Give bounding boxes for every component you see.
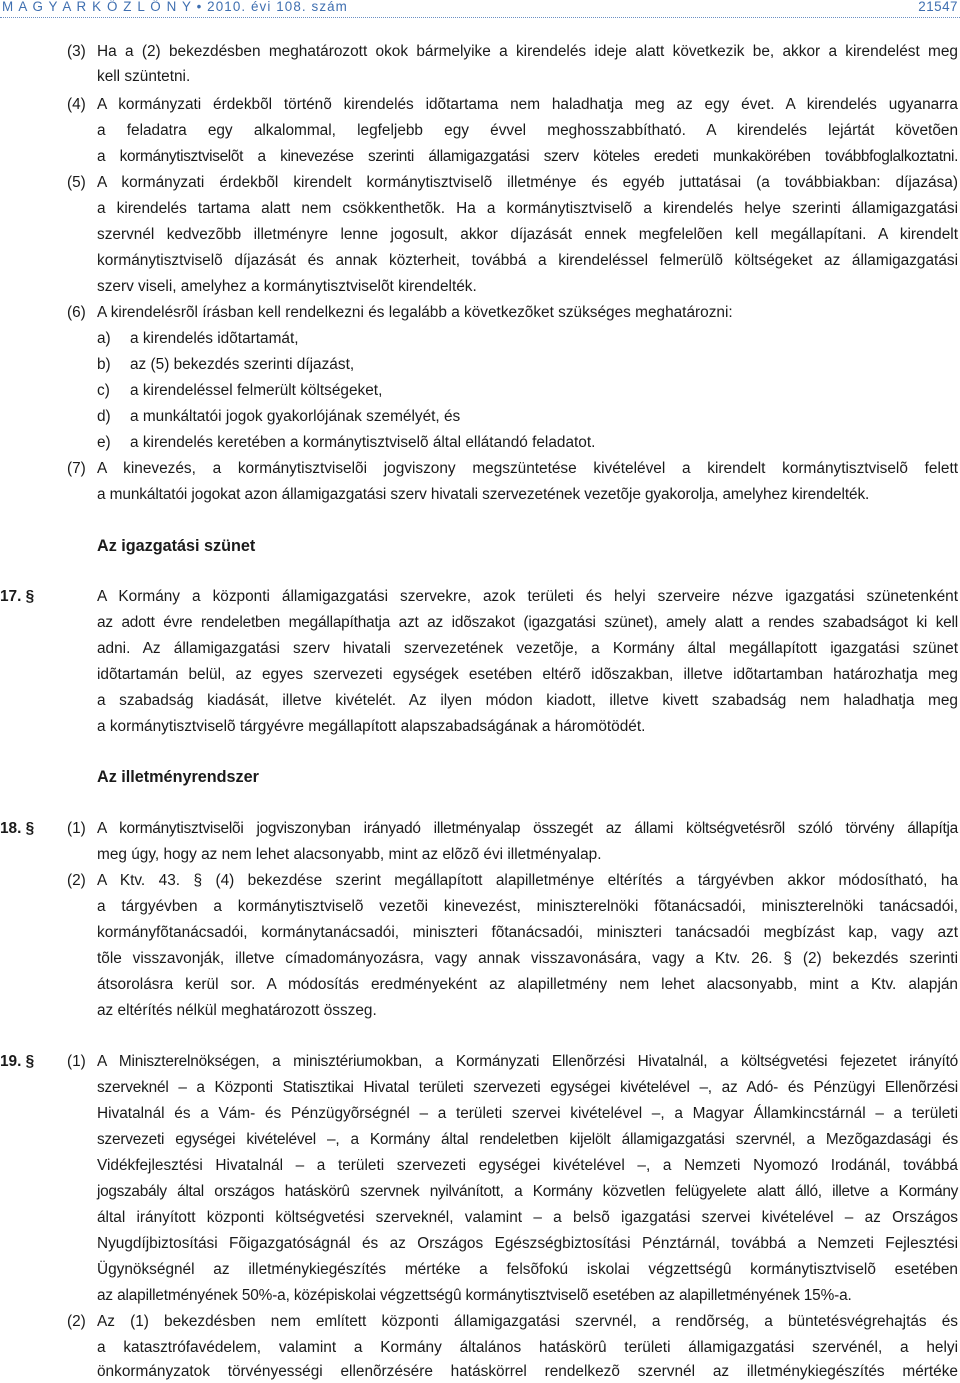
section-heading: Az igazgatási szünet bbox=[97, 537, 256, 555]
list-item-text: a kirendeléssel felmerült költségeket, bbox=[130, 382, 383, 399]
section-number: 19. § bbox=[0, 1053, 35, 1070]
text-line: kell szüntetni. bbox=[97, 68, 191, 85]
text-line: a szabadság kiadását, illetve kivételét. Az ilyen módon kiadott, illetve kivett szabadság nem haladhatja meg bbox=[97, 692, 958, 709]
text-line: A Miniszterelnökségen, a minisztériumokban, a Kormányzati Ellenõrzési Hivatalnál, a költségvetési fejezetet irányító bbox=[97, 1053, 958, 1070]
text-line: a munkáltatói jogokat azon államigazgatási szerv hivatali szervezetének vezetõje gyakorolja, amelyhez kirendelték. bbox=[97, 486, 870, 503]
paragraph-label: (3) bbox=[67, 43, 86, 60]
paragraph-label: (2) bbox=[67, 1313, 86, 1330]
list-item-letter: e) bbox=[97, 434, 111, 451]
text-line: A Ktv. 43. § (4) bekezdése szerint megállapított alapilletménye eltérítés a tárgyévben akkor módosítható, ha bbox=[97, 872, 958, 889]
text-line: Az (1) bekezdésben nem említett központi államigazgatási szervnél, a rendõrség, a büntetésvégrehajtás és bbox=[97, 1313, 958, 1330]
text-line: kormányfõtanácsadói, kormánytanácsadói, miniszteri fõtanácsadói, miniszteri tanácsadói megbízást kap, vagy azt bbox=[97, 924, 958, 941]
text-line: a tárgyévben a kormánytisztviselõ vezetõi kinevezést, miniszterelnöki fõtanácsadói, miniszterelnöki tanácsadói, bbox=[97, 898, 958, 915]
text-line: Nyugdíjbiztosítási Fõigazgatóságnál és az Országos Egészségbiztosítási Pénztárnál, továbbá a Nemzeti Fejlesztési bbox=[97, 1235, 958, 1252]
text-line: Hivatalnál és a Vám- és Pénzügyõrségnél – a területi szervei kivételével –, a Magyar Államkincstárnál – a területi bbox=[97, 1105, 958, 1122]
paragraph-label: (1) bbox=[67, 820, 86, 837]
section-number: 18. § bbox=[0, 820, 35, 837]
text-line: a katasztrófavédelem, valamint a Kormány általános hatáskörû területi államigazgatási szervénél, a helyi bbox=[97, 1339, 958, 1356]
text-line: az adott évre rendeletben megállapíthatja azt az idõszakot (igazgatási szünet), amely alatt a rendes szabadságot ki kell bbox=[97, 614, 958, 631]
text-line: a kormánytisztviselõ tárgyévre megállapított alapszabadságának a háromötödét. bbox=[97, 718, 646, 735]
paragraph-label: (5) bbox=[67, 174, 86, 191]
list-item-letter: b) bbox=[97, 356, 111, 373]
page-header bbox=[0, 0, 960, 22]
text-line: önkormányzatok törvényességi ellenõrzésére hatáskörrel rendelkezõ szervnél az illetménykiegészítés mértéke bbox=[97, 1363, 958, 1380]
text-line: A kormányzati érdekbõl kirendelt kormánytisztviselõ illetménye és egyéb juttatásai (a továbbiakban: díjazása) bbox=[97, 174, 958, 191]
publication-title: M A G Y A R K Ö Z L Ö N Y • 2010. évi 108. szám bbox=[2, 0, 348, 14]
text-line: átsorolásra kerül sor. A módosítás eredményeként az alapilletmény nem lehet alacsonyabb, mint a Ktv. alapján bbox=[97, 976, 958, 993]
paragraph-label: (7) bbox=[67, 460, 86, 477]
paragraph-label: (6) bbox=[67, 304, 86, 321]
text-line: kormánytisztviselõ díjazását és annak közterheit, továbbá a kirendeléssel felmerülõ költségeket az államigazgatási bbox=[97, 252, 958, 269]
text-line: szerv viseli, amelyhez a kormánytisztviselõt kirendelték. bbox=[97, 278, 477, 295]
text-line: idõtartamán belül, az egyes szervezeti egységek esetében eltérõ idõszakban, illetve idõtartamban határozhatja meg bbox=[97, 666, 958, 683]
text-line: szervnél kedvezõbb illetményre lenne jogosult, akkor díjazását ennek megfelelõen kell megállapítani. A kirendelt bbox=[97, 226, 958, 243]
text-line: A kormánytisztviselõi jogviszonyban irányadó illetményalap összegét az állami költségvetésrõl szóló törvény állapítja bbox=[97, 820, 958, 837]
section-number: 17. § bbox=[0, 588, 35, 605]
text-line: Ügynökségnél az illetménykiegészítés mértéke a felsõfokú iskolai végzettségû kormánytisztviselõ esetében bbox=[97, 1261, 958, 1278]
text-line: tõle visszavonják, illetve címadományozásra, vagy annak visszavonására, vagy a Ktv. 26. § (2) bekezdés szerinti bbox=[97, 950, 958, 967]
list-item-letter: d) bbox=[97, 408, 111, 425]
section-heading: Az illetményrendszer bbox=[97, 768, 259, 786]
header-divider bbox=[0, 17, 960, 18]
text-line: Ha a (2) bekezdésben meghatározott okok bármelyike a kirendelés ideje alatt következik be, akkor a kirendelést meg bbox=[97, 43, 958, 60]
text-line: meg úgy, hogy az nem lehet alacsonyabb, mint az elõzõ évi illetményalap. bbox=[97, 846, 602, 863]
list-item-letter: c) bbox=[97, 382, 110, 399]
text-line: az eltérítés nélkül meghatározott összeg. bbox=[97, 1002, 377, 1019]
paragraph-label: (2) bbox=[67, 872, 86, 889]
text-line: A kinevezés, a kormánytisztviselõi jogviszony megszüntetése kivételével a kirendelt kormánytisztviselõ felett bbox=[97, 460, 958, 477]
text-line: A kormányzati érdekbõl történõ kirendelés idõtartama nem haladhatja meg az egy évet. A kirendelés ugyanarra bbox=[97, 96, 958, 113]
page-number: 21547 bbox=[918, 0, 958, 14]
text-line: adni. Az államigazgatási szerv hivatali szervezetének vezetõje, a Kormány által megállapított igazgatási szünet bbox=[97, 640, 958, 657]
paragraph-label: (1) bbox=[67, 1053, 86, 1070]
text-line: jogszabály által országos hatáskörû szervnek nyilvánított, a Kormány közvetlen felügyelete alatt álló, illetve a Kormány bbox=[97, 1183, 958, 1200]
text-line: a feladatra egy alkalommal, legfeljebb egy évvel meghosszabbítható. A kirendelés lejártát követõen bbox=[97, 122, 958, 139]
text-line: által irányított központi költségvetési szerveknél, valamint – a belsõ igazgatási szervei kivételével – az Országos bbox=[97, 1209, 958, 1226]
text-line: a kirendelés tartama alatt nem csökkenthetõk. Ha a kormánytisztviselõ a kirendelés helye szerinti államigazgatási bbox=[97, 200, 958, 217]
paragraph-label: (4) bbox=[67, 96, 86, 113]
text-line: az alapilletményének 50%-a, középiskolai végzettségû kormánytisztviselõ esetében az alapilletményének 15%-a. bbox=[97, 1287, 852, 1304]
list-item-text: a munkáltatói jogok gyakorlójának személyét, és bbox=[130, 408, 461, 425]
list-item-text: a kirendelés idõtartamát, bbox=[130, 330, 299, 347]
list-item-letter: a) bbox=[97, 330, 111, 347]
list-item-text: a kirendelés keretében a kormánytisztviselõ által ellátandó feladatot. bbox=[130, 434, 596, 451]
list-item-text: az (5) bekezdés szerinti díjazást, bbox=[130, 356, 355, 373]
text-line: szerveknél – a Központi Statisztikai Hivatal területi szervezeti egységei kivételével –, az Adó- és Pénzügyi Ellenõrzési bbox=[97, 1079, 958, 1096]
text-line: szervezeti egységei kivételével –, a Kormány által rendeletben kijelölt államigazgatási szervnél, a Mezõgazdasági és bbox=[97, 1131, 958, 1148]
text-line: A Kormány a központi államigazgatási szervekre, azok területi és helyi szerveire nézve igazgatási szünetenként bbox=[97, 588, 958, 605]
text-line: a kormánytisztviselõt a kinevezése szerinti államigazgatási szerv köteles eredeti munkakörében továbbfoglalkoztatni. bbox=[97, 148, 958, 165]
text-line: A kirendelésrõl írásban kell rendelkezni és legalább a következõket szükséges meghatározni: bbox=[97, 304, 733, 321]
text-line: Vidékfejlesztési Hivatalnál – a területi szervezeti egységei kivételével –, a Nemzeti Nyomozó Irodánál, továbbá bbox=[97, 1157, 958, 1174]
